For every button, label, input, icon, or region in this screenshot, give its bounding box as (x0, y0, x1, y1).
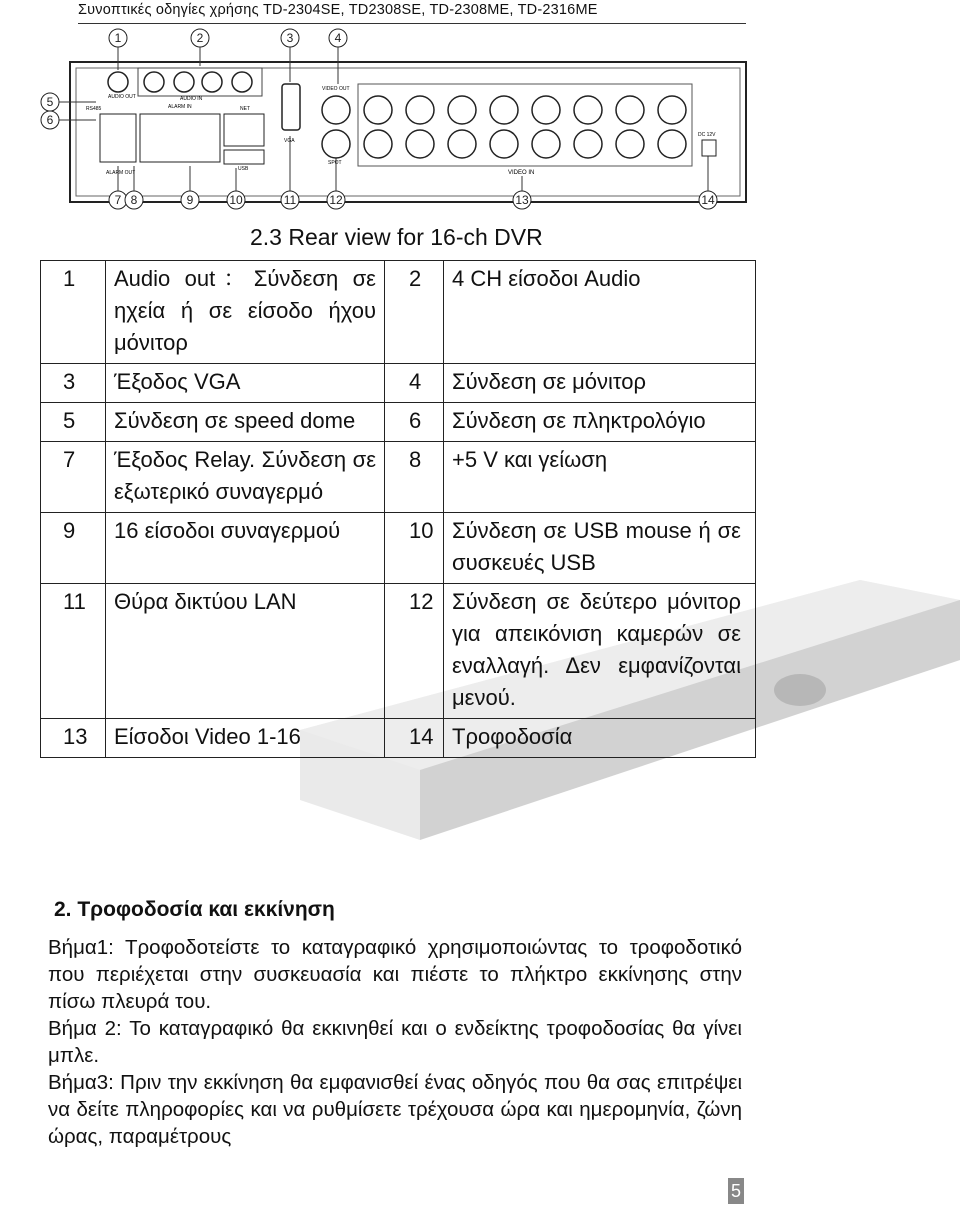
connector-table (40, 260, 756, 758)
callout-10: 10 (229, 193, 243, 207)
vga-port (282, 84, 300, 130)
row-number: 13 (41, 719, 106, 758)
row-description: Σύνδεση σε USB mouse ή σε συσκευές USB (444, 513, 756, 584)
figure-caption: 2.3 Rear view for 16-ch DVR (250, 224, 543, 250)
row-description: 16 είσοδοι συναγερμού (106, 513, 385, 584)
row-number: 2 (385, 261, 444, 364)
page-number: 5 (728, 1178, 744, 1204)
row-number: 6 (385, 403, 444, 442)
callout-3: 3 (286, 31, 294, 45)
callout-5: 5 (46, 95, 54, 109)
callout-9: 9 (186, 193, 194, 207)
callout-7: 7 (114, 193, 122, 207)
alarm-out-label: ALARM OUT (106, 170, 136, 176)
row-description: Σύνδεση σε πληκτρολόγιο (444, 403, 756, 442)
spot-label: SPOT (328, 160, 342, 166)
table-row (41, 364, 756, 403)
row-description: Έξοδος Relay. Σύνδεση σε εξωτερικό συναγερμό (106, 442, 385, 513)
net-label: NET (240, 106, 250, 112)
video-out-connector (322, 96, 350, 124)
vga-label: VGA (284, 138, 295, 144)
table-row (41, 584, 756, 719)
callout-11: 11 (283, 193, 297, 207)
row-number: 10 (385, 513, 444, 584)
table-row (41, 513, 756, 584)
header-divider (78, 23, 746, 24)
row-description: Τροφοδοσία (444, 719, 756, 758)
dc12v-label: DC 12V (698, 132, 716, 138)
row-number: 11 (41, 584, 106, 719)
row-number: 14 (385, 719, 444, 758)
row-number: 12 (385, 584, 444, 719)
row-description: 4 CH είσοδοι Audio (444, 261, 756, 364)
row-description: +5 V και γείωση (444, 442, 756, 513)
callout-12: 12 (329, 193, 343, 207)
step-1-paragraph: Βήμα1: Τροφοδοτείστε το καταγραφικό χρησιμοποιώντας το τροφοδοτικό που περιέχεται στην συσκευασία και πιέστε το πλήκτρο εκκίνησης στην πίσω πλευρά του. (48, 936, 742, 1013)
table-row (41, 719, 756, 758)
callout-6: 6 (46, 113, 54, 127)
net-port (224, 114, 264, 146)
audio-out-connector (108, 72, 128, 92)
row-description: Σύνδεση σε μόνιτορ (444, 364, 756, 403)
section-body (48, 934, 742, 1150)
video-in-label: VIDEO IN (508, 170, 535, 176)
alarm-in-terminal (140, 114, 220, 162)
callout-13: 13 (515, 193, 529, 207)
row-number: 1 (41, 261, 106, 364)
row-number: 3 (41, 364, 106, 403)
callout-14: 14 (701, 193, 715, 207)
row-description: Θύρα δικτύου LAN (106, 584, 385, 719)
row-description: Σύνδεση σε δεύτερο μόνιτορ για απεικόνιση καμερών σε εναλλαγή. Δεν εμφανίζονται μενού. (444, 584, 756, 719)
table-row (41, 442, 756, 513)
table-row (41, 403, 756, 442)
dc-power-jack (702, 140, 716, 156)
row-description: Έξοδος VGA (106, 364, 385, 403)
rear-panel-diagram (40, 26, 750, 216)
video-out-label: VIDEO OUT (322, 86, 350, 92)
row-number: 9 (41, 513, 106, 584)
row-description: Είσοδοι Video 1-16 (106, 719, 385, 758)
row-number: 5 (41, 403, 106, 442)
section-heading: 2. Τροφοδοσία και εκκίνηση (54, 898, 335, 921)
alarm-in-label: ALARM IN (168, 104, 192, 110)
callout-8: 8 (130, 193, 138, 207)
step-2-paragraph: Βήμα 2: Το καταγραφικό θα εκκινηθεί και ο ενδείκτης τροφοδοσίας θα γίνει μπλε. (48, 1017, 742, 1067)
row-number: 8 (385, 442, 444, 513)
rs485-label: RS485 (86, 106, 102, 112)
callout-1: 1 (114, 31, 122, 45)
page-header: Συνοπτικές οδηγίες χρήσης TD-2304SE, TD2308SE, TD-2308ME, TD-2316ME (78, 2, 598, 18)
row-description: Σύνδεση σε speed dome (106, 403, 385, 442)
audio-out-label: AUDIO OUT (108, 94, 136, 100)
usb-label: USB (238, 166, 249, 172)
spot-connector (322, 130, 350, 158)
step-3-paragraph: Βήμα3: Πριν την εκκίνηση θα εμφανισθεί ένας οδηγός που θα σας επιτρέψει να δείτε πληροφορίες και να ρυθμίσετε τρέχουσα ώρα και ημερομηνία, ζώνη ώρας, παραμέτρους (48, 1071, 742, 1148)
audio-in-label: AUDIO IN (180, 96, 203, 102)
callout-2: 2 (196, 31, 204, 45)
row-number: 4 (385, 364, 444, 403)
row-number: 7 (41, 442, 106, 513)
alarm-out-terminal (100, 114, 136, 162)
usb-port (224, 150, 264, 164)
callout-4: 4 (334, 31, 342, 45)
row-description: Audio out：Σύνδεση σε ηχεία ή σε είσοδο ήχου μόνιτορ (106, 261, 385, 364)
table-row (41, 261, 756, 364)
